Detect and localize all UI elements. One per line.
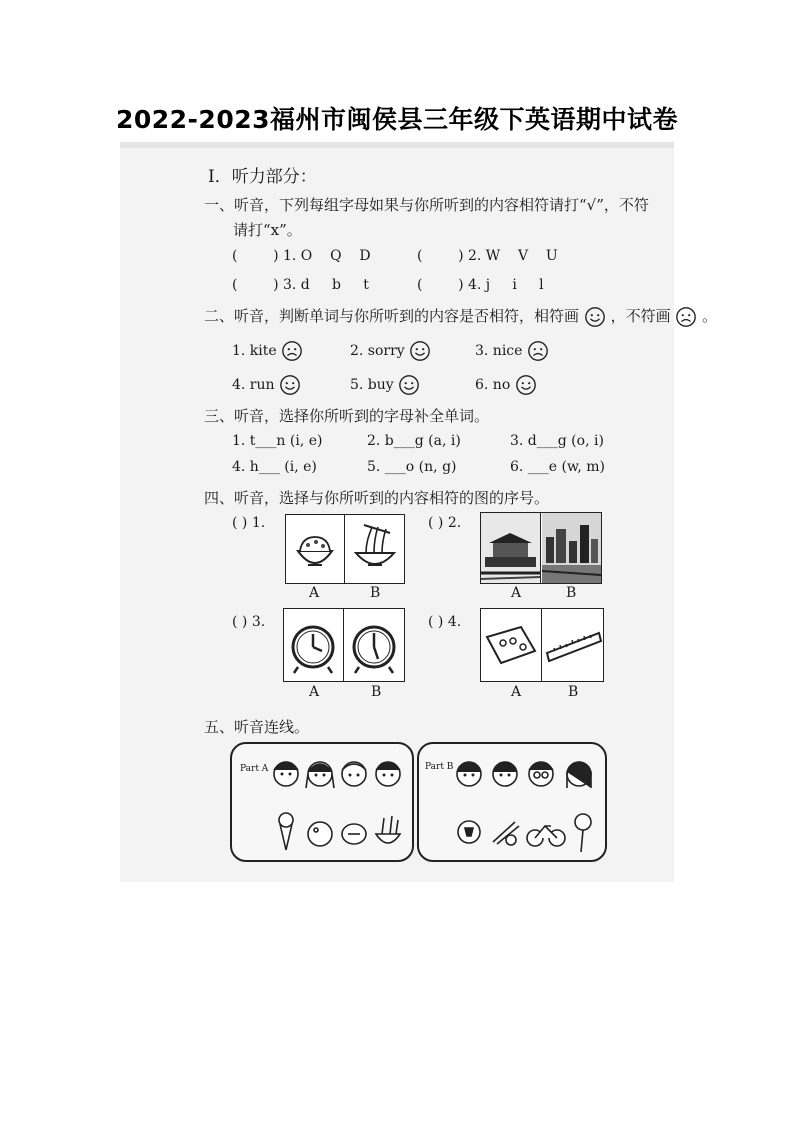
item-text: 3. d b t — [282, 277, 369, 293]
item-text: 4. run — [232, 377, 275, 393]
s3-item-6: 6. ___e (w, m) — [510, 459, 605, 475]
happy-face-icon — [584, 306, 606, 328]
s2-item-6 — [475, 374, 537, 396]
s1-instruction-line2: 请打“x”。 — [233, 221, 302, 239]
s3-item-5: 5. ___o (n, g) — [367, 459, 457, 475]
s2-text-mid: ，不符画 — [610, 307, 671, 325]
s1-instruction-line1: 一、听音，下列每组字母如果与你所听到的内容相符请打“√”，不符 — [204, 196, 649, 214]
q3-label-a: A — [309, 684, 320, 700]
s2-item-5 — [350, 374, 420, 396]
item-text: 1. O Q D — [282, 248, 371, 264]
s3-item-2: 2. b___g (a, i) — [367, 433, 461, 449]
happy-face-icon — [409, 340, 431, 362]
s1-item-2 — [417, 248, 558, 264]
q3-label-b: B — [371, 684, 382, 700]
happy-face-icon — [515, 374, 537, 396]
s4-q1-pictures — [285, 514, 405, 584]
s4-item-2-blank[interactable]: ( ) 2. — [428, 515, 462, 531]
item-text: 2. sorry — [350, 343, 405, 359]
children-faces-icon — [270, 748, 410, 796]
s2-text-end: 。 — [702, 307, 718, 325]
answer-blank[interactable]: ( ) — [232, 248, 279, 264]
part-b-box — [417, 742, 607, 862]
s3-item-3: 3. d___g (o, i) — [510, 433, 604, 449]
s4-item-3-blank[interactable]: ( ) 3. — [232, 614, 266, 630]
s4-item-1-blank[interactable]: ( ) 1. — [232, 515, 266, 531]
item-text: 6. no — [475, 377, 511, 393]
q2-label-a: A — [511, 585, 522, 601]
q4-label-b: B — [568, 684, 579, 700]
tiananmen-icon — [481, 513, 541, 583]
s2-item-3 — [475, 340, 549, 362]
rice-bowl-icon — [286, 515, 345, 583]
s3-item-1: 1. t___n (i, e) — [232, 433, 323, 449]
s4-instruction: 四、听音，选择与你所听到的内容相符的图的序号。 — [204, 489, 550, 507]
sad-face-icon — [281, 340, 303, 362]
section-heading-listening: I．听力部分： — [208, 167, 317, 187]
food-items-icon — [270, 808, 410, 854]
s2-text: 二、听音，判断单词与你所听到的内容是否相符，相符画 — [204, 307, 580, 325]
ruler-icon — [543, 609, 603, 681]
noodles-bowl-icon — [346, 515, 404, 583]
answer-blank[interactable]: ( ) — [232, 277, 279, 293]
s1-item-4 — [417, 277, 544, 293]
sad-face-icon — [675, 306, 697, 328]
s2-instruction — [204, 305, 717, 328]
children-faces-icon — [453, 748, 601, 798]
s2-item-2 — [350, 340, 431, 362]
s2-item-4 — [232, 374, 301, 396]
scanned-exam-page — [120, 142, 718, 882]
s4-q4-pictures — [480, 608, 604, 682]
answer-blank[interactable]: ( ) — [417, 277, 464, 293]
alarm-clock-icon — [284, 609, 344, 681]
scan-edge — [120, 142, 674, 148]
s4-q3-pictures — [283, 608, 405, 682]
s4-q2-pictures — [480, 512, 602, 584]
s2-item-1 — [232, 340, 303, 362]
part-a-box — [230, 742, 414, 862]
pencil-box-icon — [481, 609, 542, 681]
s1-item-1 — [232, 248, 371, 264]
s5-instruction: 五、听音连线。 — [204, 718, 310, 736]
document-title: 2022-2023福州市闽侯县三年级下英语期中试卷 — [115, 105, 679, 134]
item-text: 3. nice — [475, 343, 523, 359]
alarm-clock-icon — [345, 609, 404, 681]
s4-item-4-blank[interactable]: ( ) 4. — [428, 614, 462, 630]
q1-label-b: B — [370, 585, 381, 601]
item-text: 5. buy — [350, 377, 394, 393]
s1-item-3 — [232, 277, 369, 293]
q4-label-a: A — [511, 684, 522, 700]
toy-items-icon — [453, 808, 601, 854]
item-text: 1. kite — [232, 343, 277, 359]
part-b-label: Part B — [425, 762, 454, 772]
part-a-label: Part A — [240, 764, 269, 774]
item-text: 4. j i l — [467, 277, 544, 293]
happy-face-icon — [398, 374, 420, 396]
s3-item-4: 4. h___ (i, e) — [232, 459, 317, 475]
answer-blank[interactable]: ( ) — [417, 248, 464, 264]
city-skyline-icon — [542, 513, 601, 583]
q2-label-b: B — [566, 585, 577, 601]
q1-label-a: A — [309, 585, 320, 601]
happy-face-icon — [279, 374, 301, 396]
s3-instruction: 三、听音，选择你所听到的字母补全单词。 — [204, 407, 490, 425]
item-text: 2. W V U — [467, 248, 558, 264]
sad-face-icon — [527, 340, 549, 362]
